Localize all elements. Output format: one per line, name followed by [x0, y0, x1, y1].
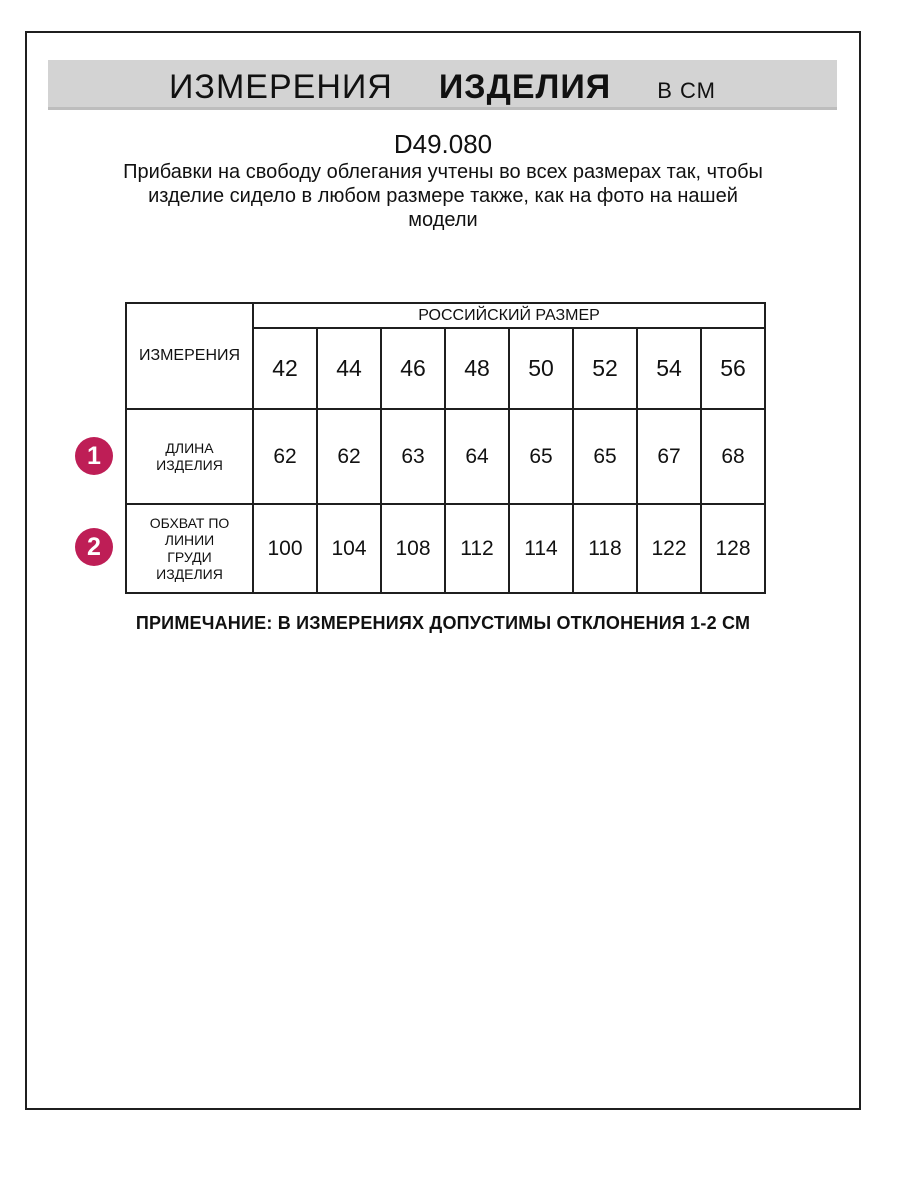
size-header-cell: 46: [381, 328, 445, 409]
measurement-value-cell: 114: [509, 504, 573, 593]
measurement-value-cell: 65: [573, 409, 637, 504]
size-table: [125, 302, 766, 594]
tolerance-note: ПРИМЕЧАНИЕ: В ИЗМЕРЕНИЯХ ДОПУСТИМЫ ОТКЛОНЕНИЯ 1-2 СМ: [135, 613, 751, 633]
title-measurements: ИЗМЕРЕНИЯ: [168, 68, 393, 106]
size-header-cell: 50: [509, 328, 573, 409]
measurement-value-cell: 62: [317, 409, 381, 504]
description-line: Прибавки на свободу облегания учтены во всех размерах так, чтобы: [123, 161, 763, 183]
title-product: ИЗДЕЛИЯ: [438, 68, 612, 106]
measurement-value-cell: 118: [573, 504, 637, 593]
size-header-cell: 56: [701, 328, 765, 409]
group-header-cell: РОССИЙСКИЙ РАЗМЕР: [253, 303, 765, 328]
description-line: модели: [408, 209, 478, 231]
corner-header-cell: ИЗМЕРЕНИЯ: [126, 303, 253, 409]
title-unit: В СМ: [657, 78, 716, 103]
measurement-row-length: [126, 409, 765, 504]
title-bar: [48, 60, 837, 110]
measurement-value-cell: 100: [253, 504, 317, 593]
description-line: изделие сидело в любом размере также, как на фото на нашей: [148, 185, 738, 207]
size-header-cell: 54: [637, 328, 701, 409]
measurement-value-cell: 104: [317, 504, 381, 593]
row-marker-2-badge: 2: [75, 528, 113, 566]
product-code: D49.080: [393, 129, 493, 159]
measurement-value-cell: 64: [445, 409, 509, 504]
measurement-label-cell: ОБХВАТ ПО ЛИНИИ ГРУДИ ИЗДЕЛИЯ: [126, 504, 253, 593]
measurement-label-cell: ДЛИНА ИЗДЕЛИЯ: [126, 409, 253, 504]
measurement-value-cell: 62: [253, 409, 317, 504]
page-frame: [25, 31, 861, 1110]
size-header-cell: 52: [573, 328, 637, 409]
size-header-cell: 48: [445, 328, 509, 409]
measurement-value-cell: 63: [381, 409, 445, 504]
table-row: [126, 303, 765, 328]
measurement-value-cell: 67: [637, 409, 701, 504]
measurement-value-cell: 128: [701, 504, 765, 593]
row-marker-1-badge: 1: [75, 437, 113, 475]
measurement-value-cell: 68: [701, 409, 765, 504]
measurement-value-cell: 65: [509, 409, 573, 504]
measurement-value-cell: 108: [381, 504, 445, 593]
product-description: [83, 160, 803, 232]
measurement-value-cell: 122: [637, 504, 701, 593]
size-header-cell: 42: [253, 328, 317, 409]
measurement-value-cell: 112: [445, 504, 509, 593]
measurement-row-chest: [126, 504, 765, 593]
size-header-cell: 44: [317, 328, 381, 409]
